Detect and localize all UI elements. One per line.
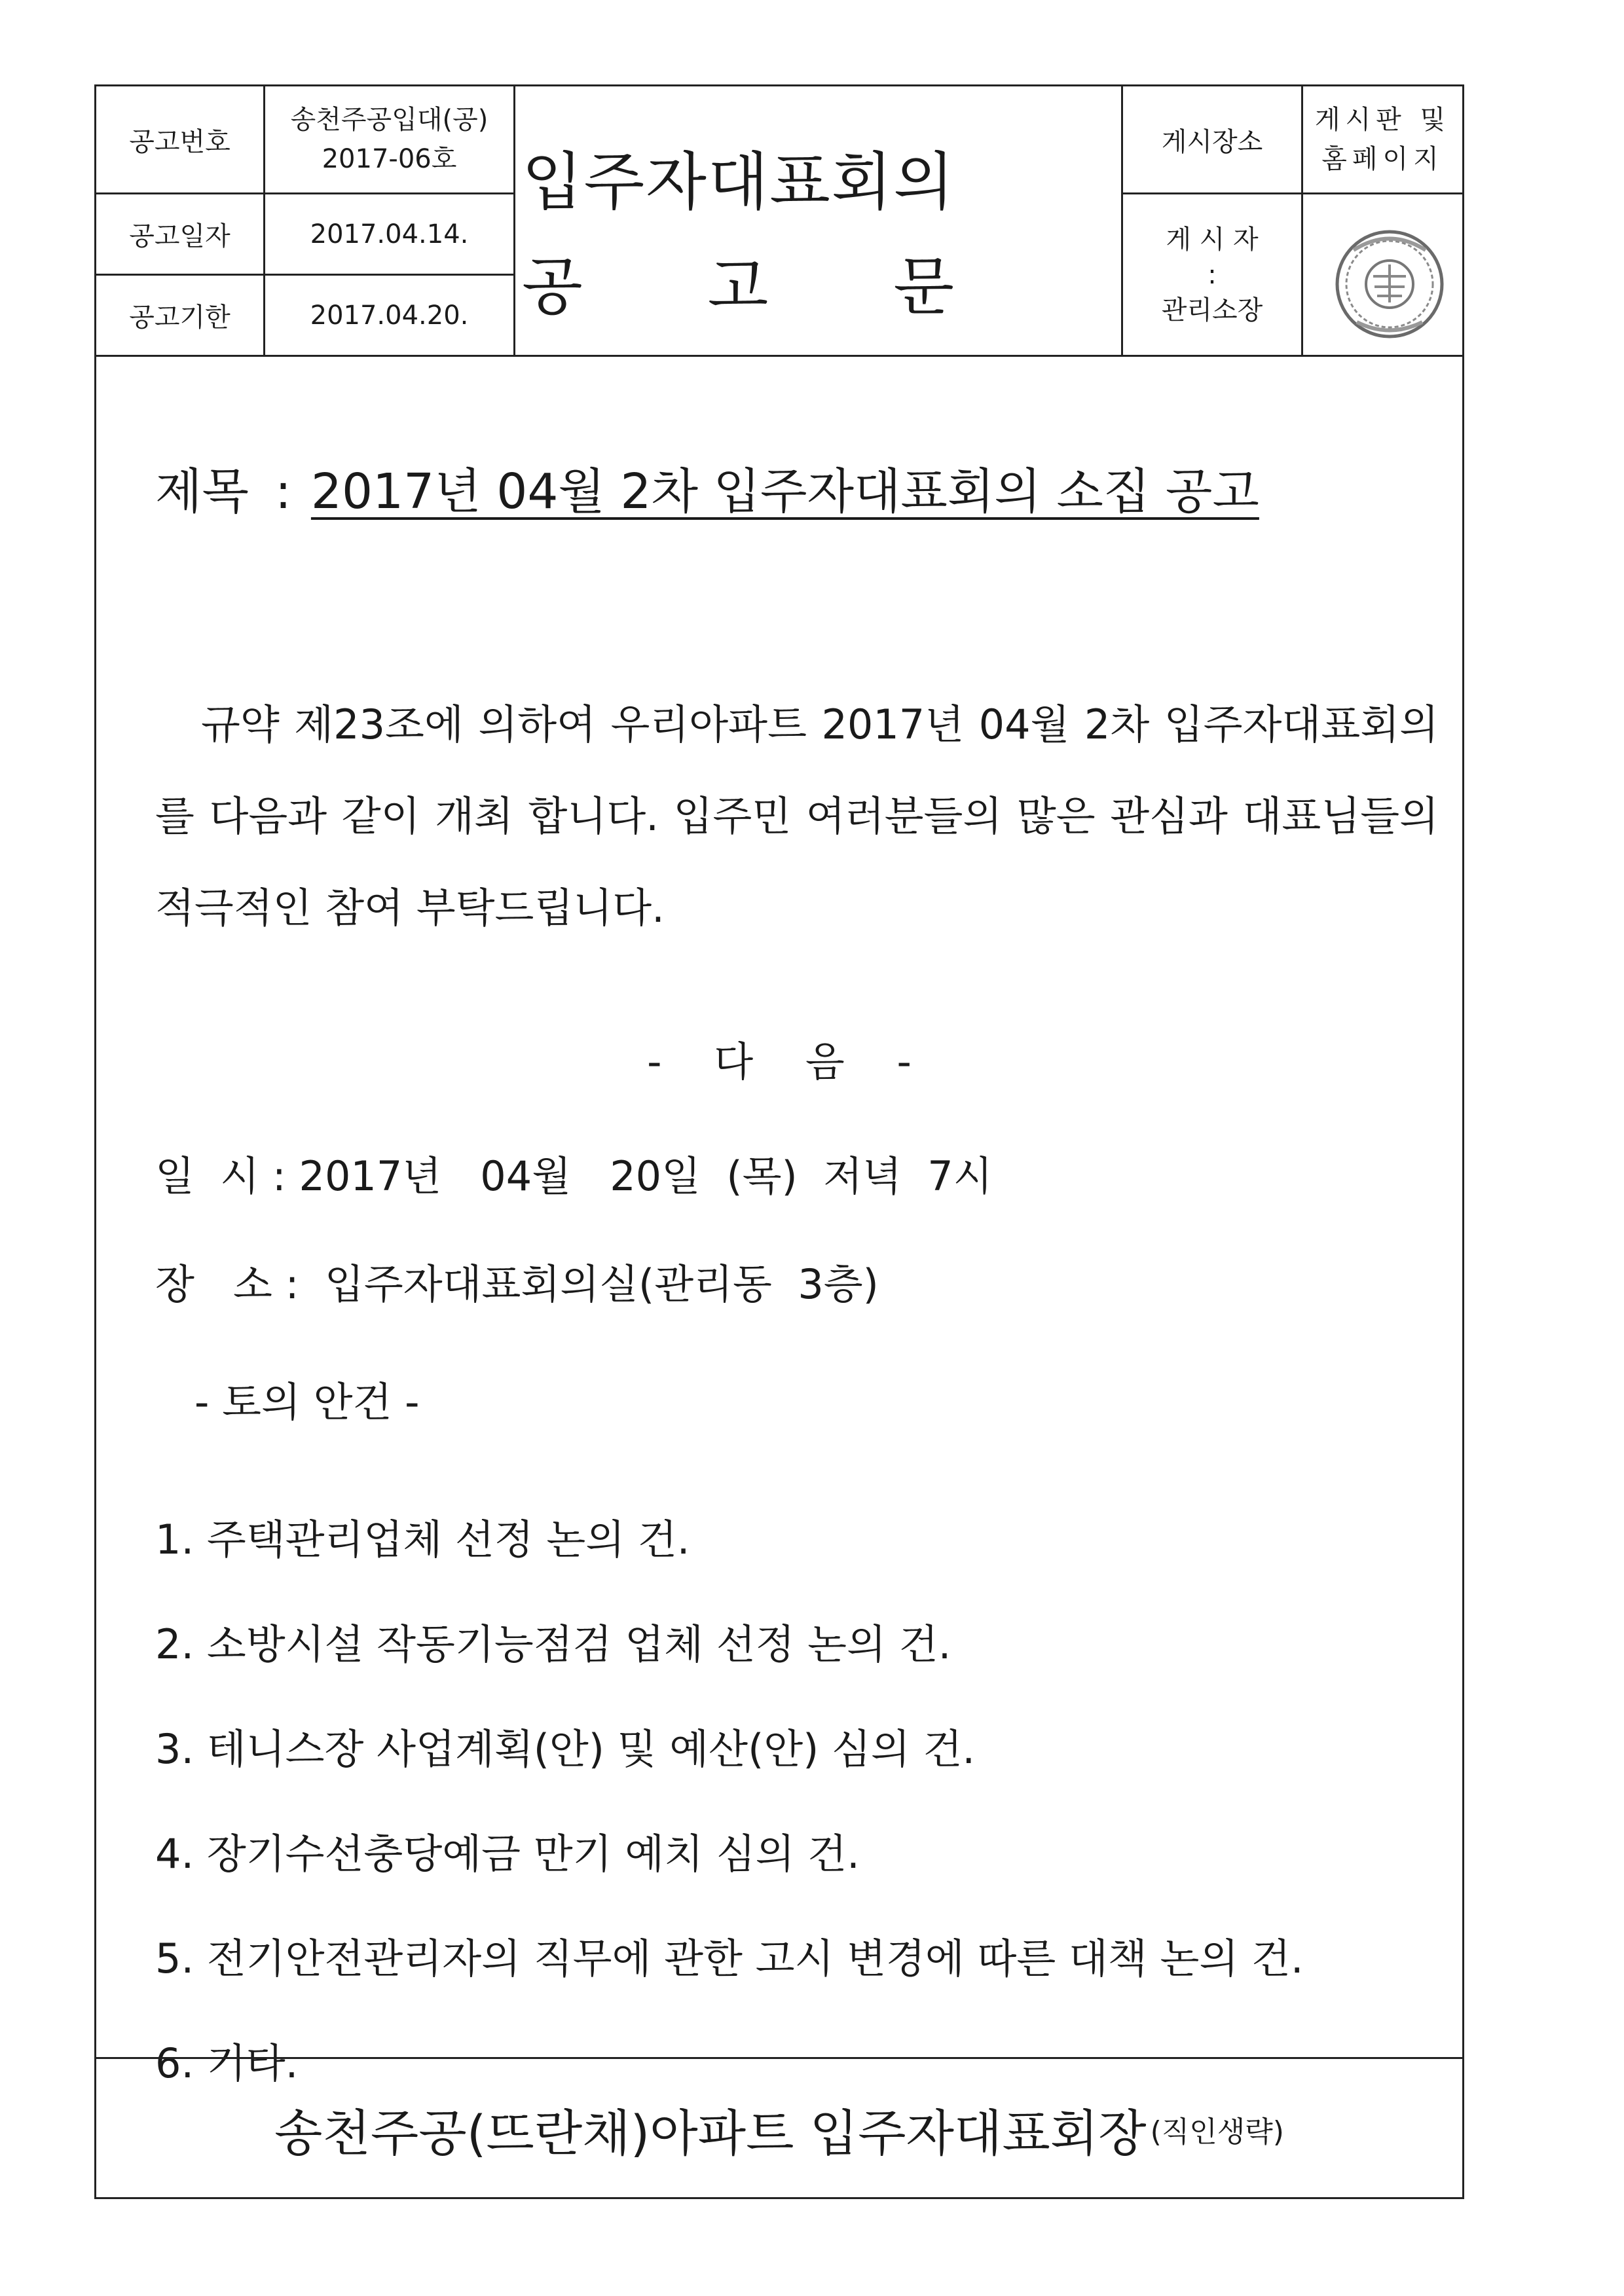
- seal-omitted-note: (직인생략): [1150, 2115, 1284, 2149]
- title-char: 공: [522, 250, 583, 323]
- agenda-heading: - 토의 안건 -: [194, 1378, 420, 1426]
- agenda-item: 3. 테니스장 사업계획(안) 및 예산(안) 심의 건.: [155, 1725, 976, 1773]
- meeting-place: 장 소 : 입주자대표회의실(관리동 3층): [155, 1260, 879, 1308]
- title-char: 고: [707, 250, 769, 323]
- intro-paragraph-text: 규약 제23조에 의하여 우리아파트 2017년 04월 2차 입주자대표회의를 다음과 같이 개최 합니다. 입주민 여러분들의 많은 관심과 대표님들의 적극적인 참여 부탁드립니다.: [155, 701, 1439, 932]
- notice-number-label: 공고번호: [129, 126, 231, 157]
- subject-text: 2017년 04월 2차 입주자대표회의 소집 공고: [310, 464, 1259, 520]
- notice-date: 2017.04.14.: [310, 219, 469, 249]
- poster: [1123, 194, 1301, 355]
- notice-number-line2: 2017-06호: [322, 144, 457, 174]
- intro-paragraph: [155, 679, 1439, 954]
- agenda-item: 2. 소방시설 작동기능점검 업체 선정 논의 건.: [155, 1620, 951, 1668]
- title-char: 회: [831, 145, 893, 219]
- title-char: 문: [893, 250, 954, 323]
- notice-number-line1: 송천주공입대(공): [290, 105, 489, 135]
- signature-footer: [96, 2057, 1462, 2199]
- details-heading: - 다 음 -: [647, 1038, 912, 1085]
- title-char: 자: [646, 145, 707, 219]
- title-char: 표: [769, 145, 830, 219]
- agenda-item: 4. 장기수선충당예금 만기 예치 심의 건.: [155, 1830, 860, 1878]
- deadline-label: 공고기한: [129, 302, 231, 333]
- poster-colon: :: [1208, 259, 1217, 290]
- posting-place: [1303, 86, 1462, 192]
- subject-line: [155, 453, 1259, 522]
- signature-text: 송천주공(뜨란채)아파트 입주자대표회장: [274, 2104, 1147, 2162]
- subject-label: 제목: [155, 464, 249, 520]
- document-title-line1: [522, 132, 954, 222]
- subject-colon: :: [274, 464, 291, 520]
- posting-place-line2: 홈페이지: [1321, 144, 1444, 174]
- title-char: 입: [522, 145, 583, 219]
- meeting-datetime: 일 시 : 2017년 04월 20일 (목) 저녁 7시: [155, 1152, 993, 1200]
- title-char: 대: [707, 145, 769, 219]
- agenda-item: 6. 기타.: [155, 2039, 299, 2087]
- deadline-date: 2017.04.20.: [310, 300, 469, 331]
- agenda-item: 1. 주택관리업체 선정 논의 건.: [155, 1516, 690, 1563]
- title-char: 주: [583, 145, 645, 219]
- poster-label: 게 시 자: [1166, 224, 1259, 255]
- notice-header-table: [96, 86, 1462, 357]
- poster-name: 관리소장: [1161, 295, 1263, 325]
- posting-place-line1: 게시판 및: [1314, 105, 1451, 135]
- agenda-list: [155, 1487, 1304, 2116]
- official-seal-stamp: [1327, 224, 1452, 345]
- notice-number: [265, 86, 513, 192]
- title-char: 의: [893, 145, 954, 219]
- notice-document: [94, 84, 1464, 2199]
- agenda-item: 5. 전기안전관리자의 직무에 관한 고시 변경에 따른 대책 논의 건.: [155, 1935, 1304, 1982]
- document-title-line2: [522, 237, 954, 327]
- notice-date-label: 공고일자: [129, 221, 231, 251]
- posting-place-label: 게시장소: [1161, 126, 1263, 157]
